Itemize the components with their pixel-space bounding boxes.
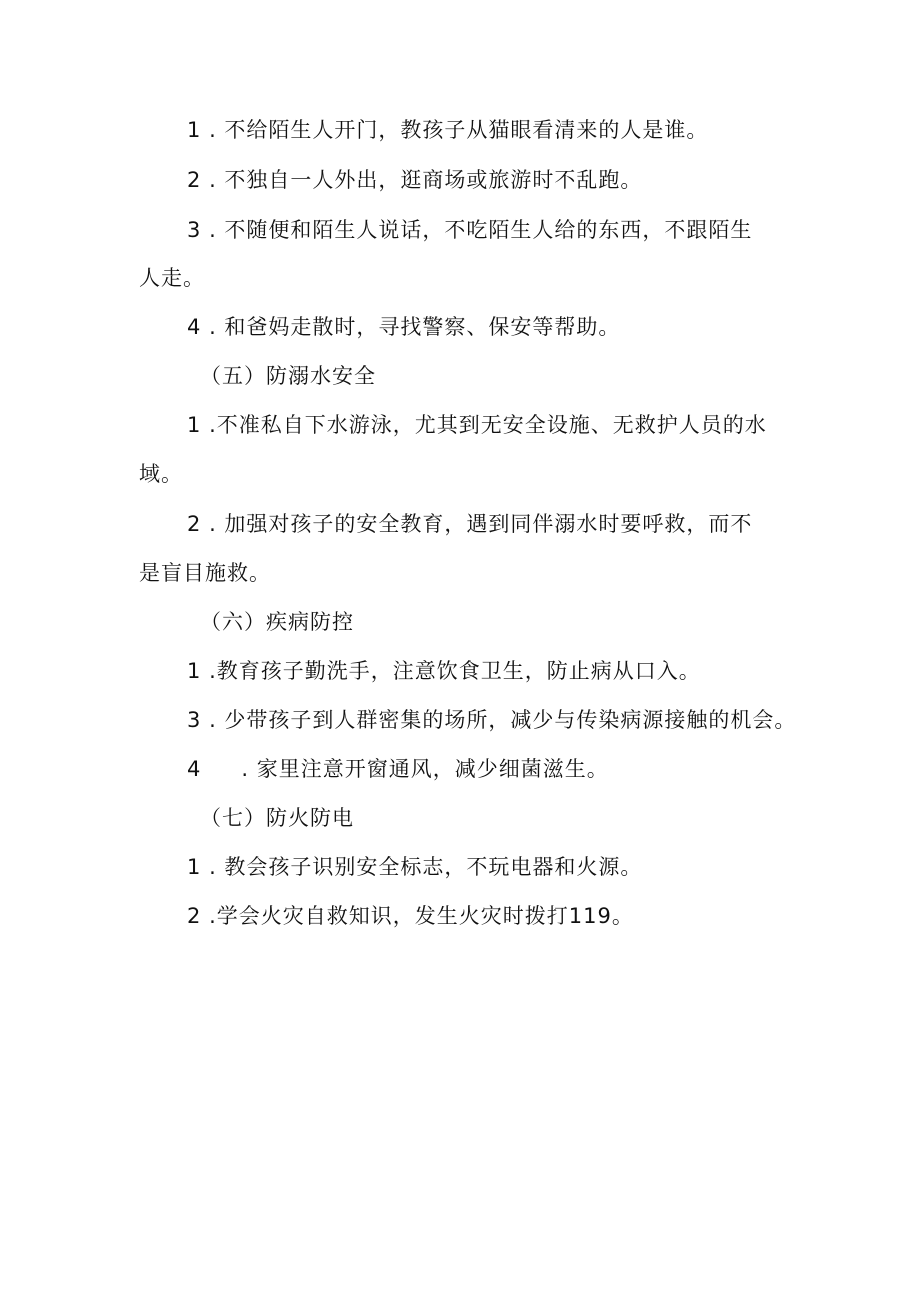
- paragraph-line: [187, 656, 701, 686]
- paragraph-line: [187, 852, 642, 882]
- item-number: 4: [187, 757, 202, 781]
- paragraph-line: [187, 754, 609, 784]
- paragraph-text: . 不独自一人外出，逛商场或旅游时不乱跑。: [209, 168, 643, 192]
- paragraph-line: [187, 901, 634, 931]
- paragraph-text: . 家里注意开窗通风，减少细菌滋生。: [241, 757, 609, 781]
- item-number: 3: [187, 218, 202, 242]
- section-heading: [200, 607, 354, 637]
- item-number: 1: [187, 659, 202, 683]
- section-heading: [200, 803, 354, 833]
- paragraph-text: . 不随便和陌生人说话，不吃陌生人给的东西，不跟陌生: [209, 218, 753, 242]
- paragraph-line: [139, 263, 205, 293]
- paragraph-line: [187, 165, 642, 195]
- paragraph-text: . 不给陌生人开门，教孩子从猫眼看清来的人是谁。: [209, 118, 709, 142]
- paragraph-text: . 加强对孩子的安全教育，遇到同伴溺水时要呼救，而不: [209, 512, 753, 536]
- section-heading: [200, 361, 376, 391]
- item-number: 2: [187, 904, 202, 928]
- item-number: 4: [187, 315, 202, 339]
- paragraph-line: [139, 459, 183, 489]
- paragraph-line: [187, 509, 752, 539]
- paragraph-line: [187, 115, 708, 145]
- item-number: 1: [187, 855, 202, 879]
- paragraph-line: [187, 705, 796, 735]
- paragraph-text: . 少带孩子到人群密集的场所，减少与传染病源接触的机会。: [209, 708, 797, 732]
- item-number: 2: [187, 512, 202, 536]
- paragraph-text: .学会火灾自救知识，发生火灾时拨打119。: [209, 904, 634, 928]
- paragraph-text: .教育孩子勤洗手，注意饮食卫生，防止病从口入。: [209, 659, 701, 683]
- paragraph-line: [139, 558, 271, 588]
- item-number: 2: [187, 168, 202, 192]
- item-number: 3: [187, 708, 202, 732]
- section-heading-text: （五）防溺水安全: [200, 364, 376, 388]
- item-number: 1: [187, 413, 202, 437]
- paragraph-line: [187, 312, 620, 342]
- item-number: 1: [187, 118, 202, 142]
- paragraph-text: 域。: [139, 462, 183, 486]
- paragraph-line: [187, 410, 767, 440]
- paragraph-text: 人走。: [139, 266, 205, 290]
- paragraph-text: . 和爸妈走散时，寻找警察、保安等帮助。: [209, 315, 621, 339]
- paragraph-text: .不准私自下水游泳，尤其到无安全设施、无救护人员的水: [209, 413, 767, 437]
- section-heading-text: （六）疾病防控: [200, 610, 354, 634]
- paragraph-text: . 教会孩子识别安全标志，不玩电器和火源。: [209, 855, 643, 879]
- paragraph-line: [187, 215, 752, 245]
- paragraph-text: 是盲目施救。: [139, 561, 271, 585]
- section-heading-text: （七）防火防电: [200, 806, 354, 830]
